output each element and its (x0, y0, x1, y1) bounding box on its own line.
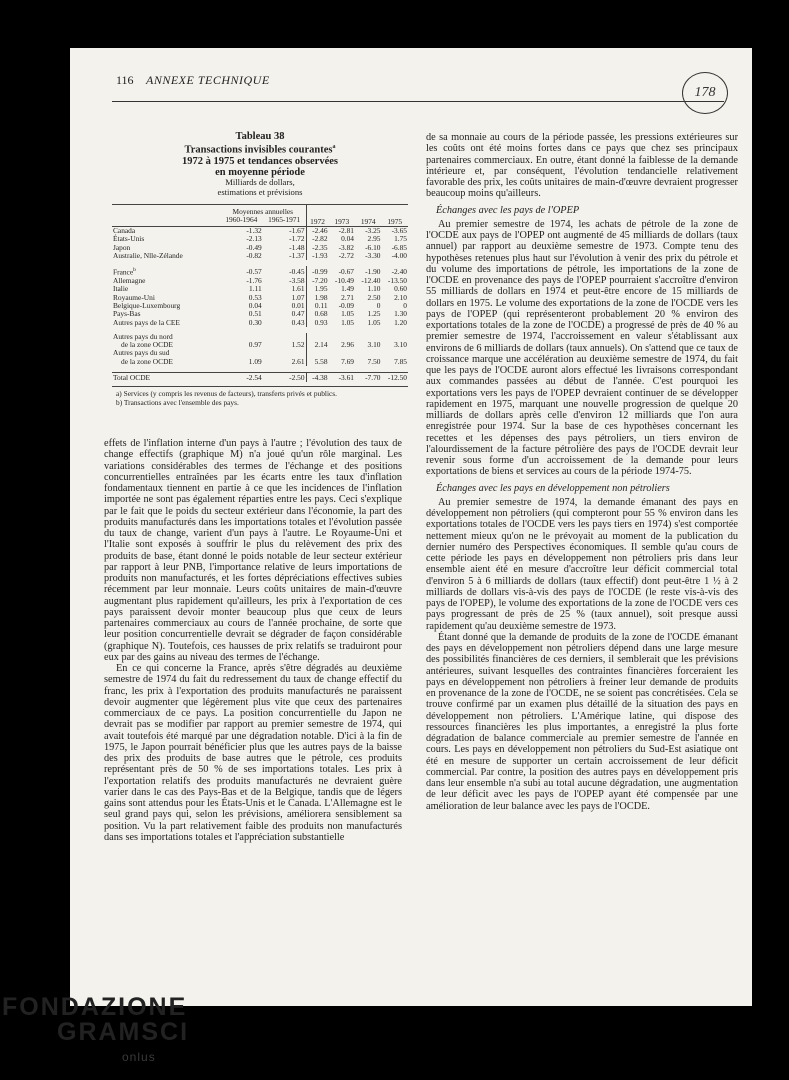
table-cell: 1.10 (367, 284, 381, 294)
paragraph: Au premier semestre de 1974, la demande émanant des pays en développement non pétroliers (qui compteront pour 55 % environ dans les exportations totales de l'OCDE vers les pays tiers en 1974) s'est comportée nettement mieux qu'on ne le prévoyait au moment de la publication du dernier numéro des Perspectives économiques. Il semble qu'au cours de cette période les pays en développement non pétroliers pris dans leur ensemble aient été en mesure d'accroître leur déficit commercial total d'environ 5 à 6 milliards de dollars (taux effectif) dont peut-être 1 ½ à 2 milliards de dollars vis-à-vis des pays de l'OCDE (le reste vis-à-vis des pays de l'OPEP), le volume des exportations de la zone de l'OCDE vers ces pays progressant de près de 25 % (taux annuel), soit presque aussi rapidement qu'au deuxième semestre de 1973. (426, 496, 738, 632)
table-cell: -1.48 (289, 242, 305, 252)
table-cell: 1.61 (291, 284, 305, 294)
footnote-ref-a: a (332, 144, 336, 151)
table-cell: 1.11 (249, 284, 262, 294)
paragraph: Au premier semestre de 1974, les achats de pétrole de la zone de l'OCDE aux pays de l'OPEP ont augmenté de 45 milliards de dollars (taux annuel) par rapport au deuxième semestre de 1973. Compte tenu des hypothèses retenues plus haut sur l'évolution à venir des prix du pétrole et du volume des importations de pétrole, les importations de la zone de l'OCDE en provenance des pays de l'OPEP pourraient s'accroître d'environ 55 milliards de dollars en 1974 et peut-être encore de 15 milliards de dollars en 1975. Le volume des exportations de la zone de l'OCDE vers les pays de l'OPEP (qui représenteront probablement 20 % environ des exportations totales de la zone de l'OCDE) a progressé de près de 40 % au premier semestre de 1974, l'accroissement en valeur s'établissant aux environs de 6 milliards de dollars (taux annuels). On s'attend que ce taux de croissance marque une accélération au deuxième semestre de 1974, du fait que les pays de l'OCDE auront alors effectué les livraisons correspondant aux commandes passées au début de l'année. C'est pourquoi les exportations vers les pays de l'OPEP devraient continuer de se développer rapidement en 1975, marquant une nouvelle progression de quelque 20 milliards de dollars après celle d'environ 12 milliards que l'on aura enregistrée pour 1974. Sur la base de ces hypothèses concernant les recettes et les dépenses des pays pétroliers, un tiers environ de l'alourdissement de la facture pétrolière des pays de l'OCDE devrait leur revenir sous forme d'un accroissement de la demande pour leurs exportations de biens et services au cours de la période 1974-75. (426, 218, 738, 478)
table-cell: 7.50 (367, 356, 381, 366)
table-cell: 2.14 (306, 333, 328, 350)
paragraph: En ce qui concerne la France, après s'être dégradés au deuxième semestre de 1974 du fait du redressement du taux de change effectif du franc, les prix à l'exportation des produits manufacturés ne paraissent devoir augmenter que légèrement plus vite que ceux des partenaires commerciaux de ce pays. La position concurrentielle du Japon ne devrait pas se modifier par rapport au premier semestre de 1974, qui avait toutefois été marqué par une dégradation notable. D'ici à la fin de 1975, le Japon pourrait bénéficier plus que les autres pays de la baisse des prix des produits de base autres que le pétrole, ces produits représentant près de 50 % de ses importations totales. Les prix à l'exportation relatifs des produits manufacturés ne devraient guère varier dans le cas des Pays-Bas et de la Belgique, tandis que de légers gains sont attendus pour les États-Unis et le Canada. L'Allemagne est le seul grand pays qui, selon les prévisions, améliorera sensiblement sa position. Vu la part relativement faible des produits non manufacturés dans ses importations totales et l'appréciation substantielle (104, 663, 402, 843)
paragraph: Étant donné que la demande de produits de la zone de l'OCDE émanant des pays en développement non pétroliers dépend dans une large mesure des possibilités financières de ces derniers, il semblerait que les prévisions antérieures, suivant lesquelles des contraintes financières forceraient les pays en développement non pétroliers à freiner leur demande de produits en provenance de la zone de l'OCDE, ne se soient pas concrétisées. Cela se trouve confirmé par un examen plus détaillé de la situation des pays en développement non pétroliers. L'Amérique latine, qui dispose des ressources financières les plus importantes, a enregistré la plus forte dégradation de balance commerciale au premier semestre de l'année en cours. Les pays en développement non pétroliers du Sud-Est asiatique ont été en mesure de supporter un certain accroissement de leur déficit commercial. Par contre, la position des autres pays en développement pris dans leur ensemble n'a subi au total aucune dégradation, une augmentation de leur déficit avec les pays de l'OPEP ayant été compensée par une amélioration de leur balance avec les pays de l'OCDE. (426, 631, 738, 812)
left-text-column (104, 438, 402, 843)
fondazione-gramsci-watermark (2, 995, 189, 1070)
table-cell: -4.00 (391, 250, 407, 260)
table-cell: 3.10 (367, 340, 381, 350)
table-cell: -3.30 (365, 250, 381, 260)
table-cell: 0.53 (248, 292, 262, 302)
table-cell: -6.10 (365, 242, 381, 252)
table-body (112, 227, 408, 383)
table-38 (112, 131, 408, 408)
table-cell: -1.90 (365, 266, 381, 276)
table-cell: -0.82 (246, 250, 262, 260)
table-cell: -3.61 (329, 373, 355, 383)
table-cell: 0 (376, 300, 381, 310)
row-label: Allemagne (113, 276, 146, 286)
table-cell: 2.71 (341, 292, 354, 302)
table-cell: -1.32 (246, 226, 262, 236)
table-cell: 0.68 (306, 310, 328, 318)
watermark-line-1: FONDAZIONE (2, 993, 188, 1021)
row-label: France$^b$ (113, 267, 136, 277)
table-cell: 1.49 (341, 284, 354, 294)
table-cell: 7.85 (394, 356, 407, 366)
row-label: Autres pays du nord de la zone OCDE (113, 331, 173, 350)
table-cell: -2.13 (246, 234, 262, 244)
table-cell: 1.95 (306, 285, 328, 293)
row-label: Australie, Nlle-Zélande (113, 250, 183, 260)
table-cell: -0.57 (246, 266, 262, 276)
table-cell: -1.37 (289, 250, 305, 260)
right-text-column (426, 132, 738, 812)
table-cell: -2.82 (306, 235, 328, 243)
table-cell: 2.95 (367, 234, 381, 244)
table-subtitle-2: 1972 à 1975 et tendances observées (181, 155, 339, 167)
row-label: Autres pays de la CEE (113, 317, 180, 327)
note-a: a) Services (y compris les revenus de facteurs), transferts privés et publics. (116, 389, 338, 399)
table-cell: -10.49 (334, 276, 354, 286)
paragraph: de sa monnaie au cours de la période passée, les pressions extérieures sur les coûts ont été moins fortes dans ce pays que chez ses principaux partenaires commerciaux. En outre, étant donné la faiblesse de la demande intérieure et, par conséquent, l'évolution tendancielle relativement favorable des prix, les coûts unitaires de main-d'œuvre devraient progresser beaucoup moins qu'ailleurs. (426, 132, 738, 200)
table-cell: 3.10 (394, 340, 407, 350)
table-cell: -1.76 (246, 276, 262, 286)
table-cell: -3.65 (391, 226, 407, 236)
table-cell: -0.67 (338, 266, 354, 276)
header-1972: 1972 (306, 204, 328, 227)
table-cell: -2.72 (338, 250, 354, 260)
running-title: ANNEXE TECHNIQUE (146, 73, 270, 87)
row-label: Pays-Bas (113, 309, 141, 319)
table-row (112, 319, 408, 327)
table-cell: 2.96 (341, 340, 354, 350)
table-cell: 1.05 (367, 317, 381, 327)
table-cell: -1.67 (289, 226, 305, 236)
table-cell: -7.20 (306, 277, 328, 285)
table-cell: 0.60 (394, 284, 407, 294)
table-cell: -3.25 (365, 226, 381, 236)
table-cell: 2.50 (367, 292, 381, 302)
table-cell: -2.40 (391, 266, 407, 276)
table-cell: -13.50 (387, 276, 407, 286)
table-cell: 0.04 (248, 300, 262, 310)
table-cell: -3.58 (289, 276, 305, 286)
table-cell: 2.61 (291, 356, 305, 366)
table-row (112, 349, 408, 366)
table-cell: 1.20 (394, 317, 407, 327)
row-label: Royaume-Uni (113, 292, 155, 302)
table-subtitle-3: en moyenne période (215, 167, 305, 179)
table-cell: 0 (403, 300, 407, 310)
table-cell: 1.09 (248, 356, 262, 366)
table-row (112, 252, 408, 260)
table-cell: 1.75 (394, 234, 407, 244)
header-moyennes: Moyennes annuelles (232, 206, 294, 216)
table-cell: -4.38 (306, 373, 328, 383)
table-cell: -2.81 (338, 226, 354, 236)
table-cell: -12.40 (361, 276, 381, 286)
header-1975: 1975 (387, 216, 403, 226)
table-cell: 1.98 (306, 294, 328, 302)
header-1965-1971: 1965-1971 (268, 214, 301, 224)
table-cell: -0.45 (289, 266, 305, 276)
table-cell: 0.47 (291, 309, 305, 319)
table-cell: -2.50 (263, 373, 306, 383)
table-cell: 0.04 (341, 234, 354, 244)
header-1973: 1973 (334, 216, 350, 226)
table-cell: -2.54 (220, 373, 263, 383)
table-cell: 1.52 (291, 340, 305, 350)
section-heading-opep: Échanges avec les pays de l'OPEP (436, 204, 580, 216)
table-cell: -0.49 (246, 242, 262, 252)
header-1960-1964: 1960-1964 (225, 214, 258, 224)
row-label: Canada (113, 226, 136, 236)
watermark-line-2: GRAMSCI (57, 1018, 190, 1046)
header-rule (112, 101, 724, 102)
table-cell: 0.01 (291, 300, 305, 310)
table-cell: -6.85 (391, 242, 407, 252)
table-cell: -3.82 (338, 242, 354, 252)
table-cell: -7.70 (355, 373, 381, 383)
watermark-line-3: onlus (122, 1050, 156, 1064)
header-1974: 1974 (360, 216, 376, 226)
table-caption (112, 131, 408, 198)
table-cell: 1.30 (394, 309, 407, 319)
table-cell: 0.51 (248, 309, 262, 319)
table-cell: 0.30 (248, 317, 262, 327)
table-cell: 0.11 (306, 302, 328, 310)
table-cell: 7.69 (341, 356, 354, 366)
table-cell: 1.25 (367, 309, 381, 319)
table-cell: 2.10 (394, 292, 407, 302)
row-label: Autres pays du sud de la zone OCDE (113, 348, 173, 366)
table-cell: 1.07 (291, 292, 305, 302)
row-label: Total OCDE (112, 373, 220, 383)
table-number: Tableau 38 (235, 131, 285, 142)
table-cell: 5.58 (306, 349, 328, 366)
paragraph: effets de l'inflation interne d'un pays à l'autre ; l'évolution des taux de change effectifs (graphique M) n'a joué qu'un rôle marginal. Les variations considérables des termes de l'échange et des positions concurrentielles entraînées par les écarts entre les taux d'inflation fondamentaux tiennent en partie à ce que les incidences de l'inflation importée ne sont pas également réparties entre les pays. Ceci s'explique par le fait que le poids du secteur extérieur dans l'économie, la part des produits manufacturés dans les importations totales et l'évolution passée du taux de change, varient d'un pays à l'autre. Le Royaume-Uni et l'Italie sont exposés à souffrir le plus du relèvement des prix des produits de base, étant donné le poids notable de leur secteur extérieur par rapport à leur PNB, l'importance relative de leurs importations de produits non manufacturés, et les fortes dépréciations effectives subies récemment par leur monnaie. Leurs coûts unitaires de main-d'œuvre augmentant plus rapidement qu'ailleurs, les prix à l'exportation de ces pays paraissent devoir monter beaucoup plus que ceux de leurs partenaires commerciaux au cours de l'année prochaine, de sorte que leur position concurrentielle devrait se dégrader de façon considérable (graphique N). Toutefois, ces hausses de prix relatifs se traduiront pour eux par des gains au niveau des termes de l'échange. (104, 438, 402, 663)
row-label: États-Unis (113, 234, 145, 244)
table-cell: -12.50 (381, 373, 408, 383)
table-cell: 1.05 (341, 317, 354, 327)
document-page (70, 48, 752, 1006)
handwritten-page-mark: 178 (682, 72, 728, 114)
row-label: Japon (113, 242, 131, 252)
table-cell: 0.93 (306, 319, 328, 327)
table-data (112, 204, 408, 383)
table-cell: -2.46 (306, 227, 328, 236)
table-cell: -0.99 (306, 266, 328, 277)
table-cell: -1.72 (289, 234, 305, 244)
section-heading-non-petroliers: Échanges avec les pays en développement non pétroliers (436, 482, 670, 494)
table-units-2: estimations et prévisions (217, 186, 303, 197)
table-cell: 0.97 (248, 340, 262, 350)
table-subtitle-1: Transactions invisibles courantes$^a$ (184, 144, 336, 156)
table-cell: 1.05 (341, 309, 354, 319)
row-label: Belgique-Luxembourg (113, 300, 181, 310)
page-number: 116 (116, 73, 134, 87)
table-cell: -2.35 (306, 244, 328, 252)
table-row (112, 333, 408, 350)
row-label: Italie (113, 284, 129, 294)
table-cell: -1.93 (306, 252, 328, 260)
table-row (112, 373, 408, 383)
table-cell: -0.09 (338, 300, 354, 310)
table-cell: 0.43 (291, 317, 305, 327)
note-b: b) Transactions avec l'ensemble des pays. (116, 397, 239, 407)
table-units-1: Milliards de dollars, (225, 177, 295, 188)
table-notes (112, 386, 408, 407)
